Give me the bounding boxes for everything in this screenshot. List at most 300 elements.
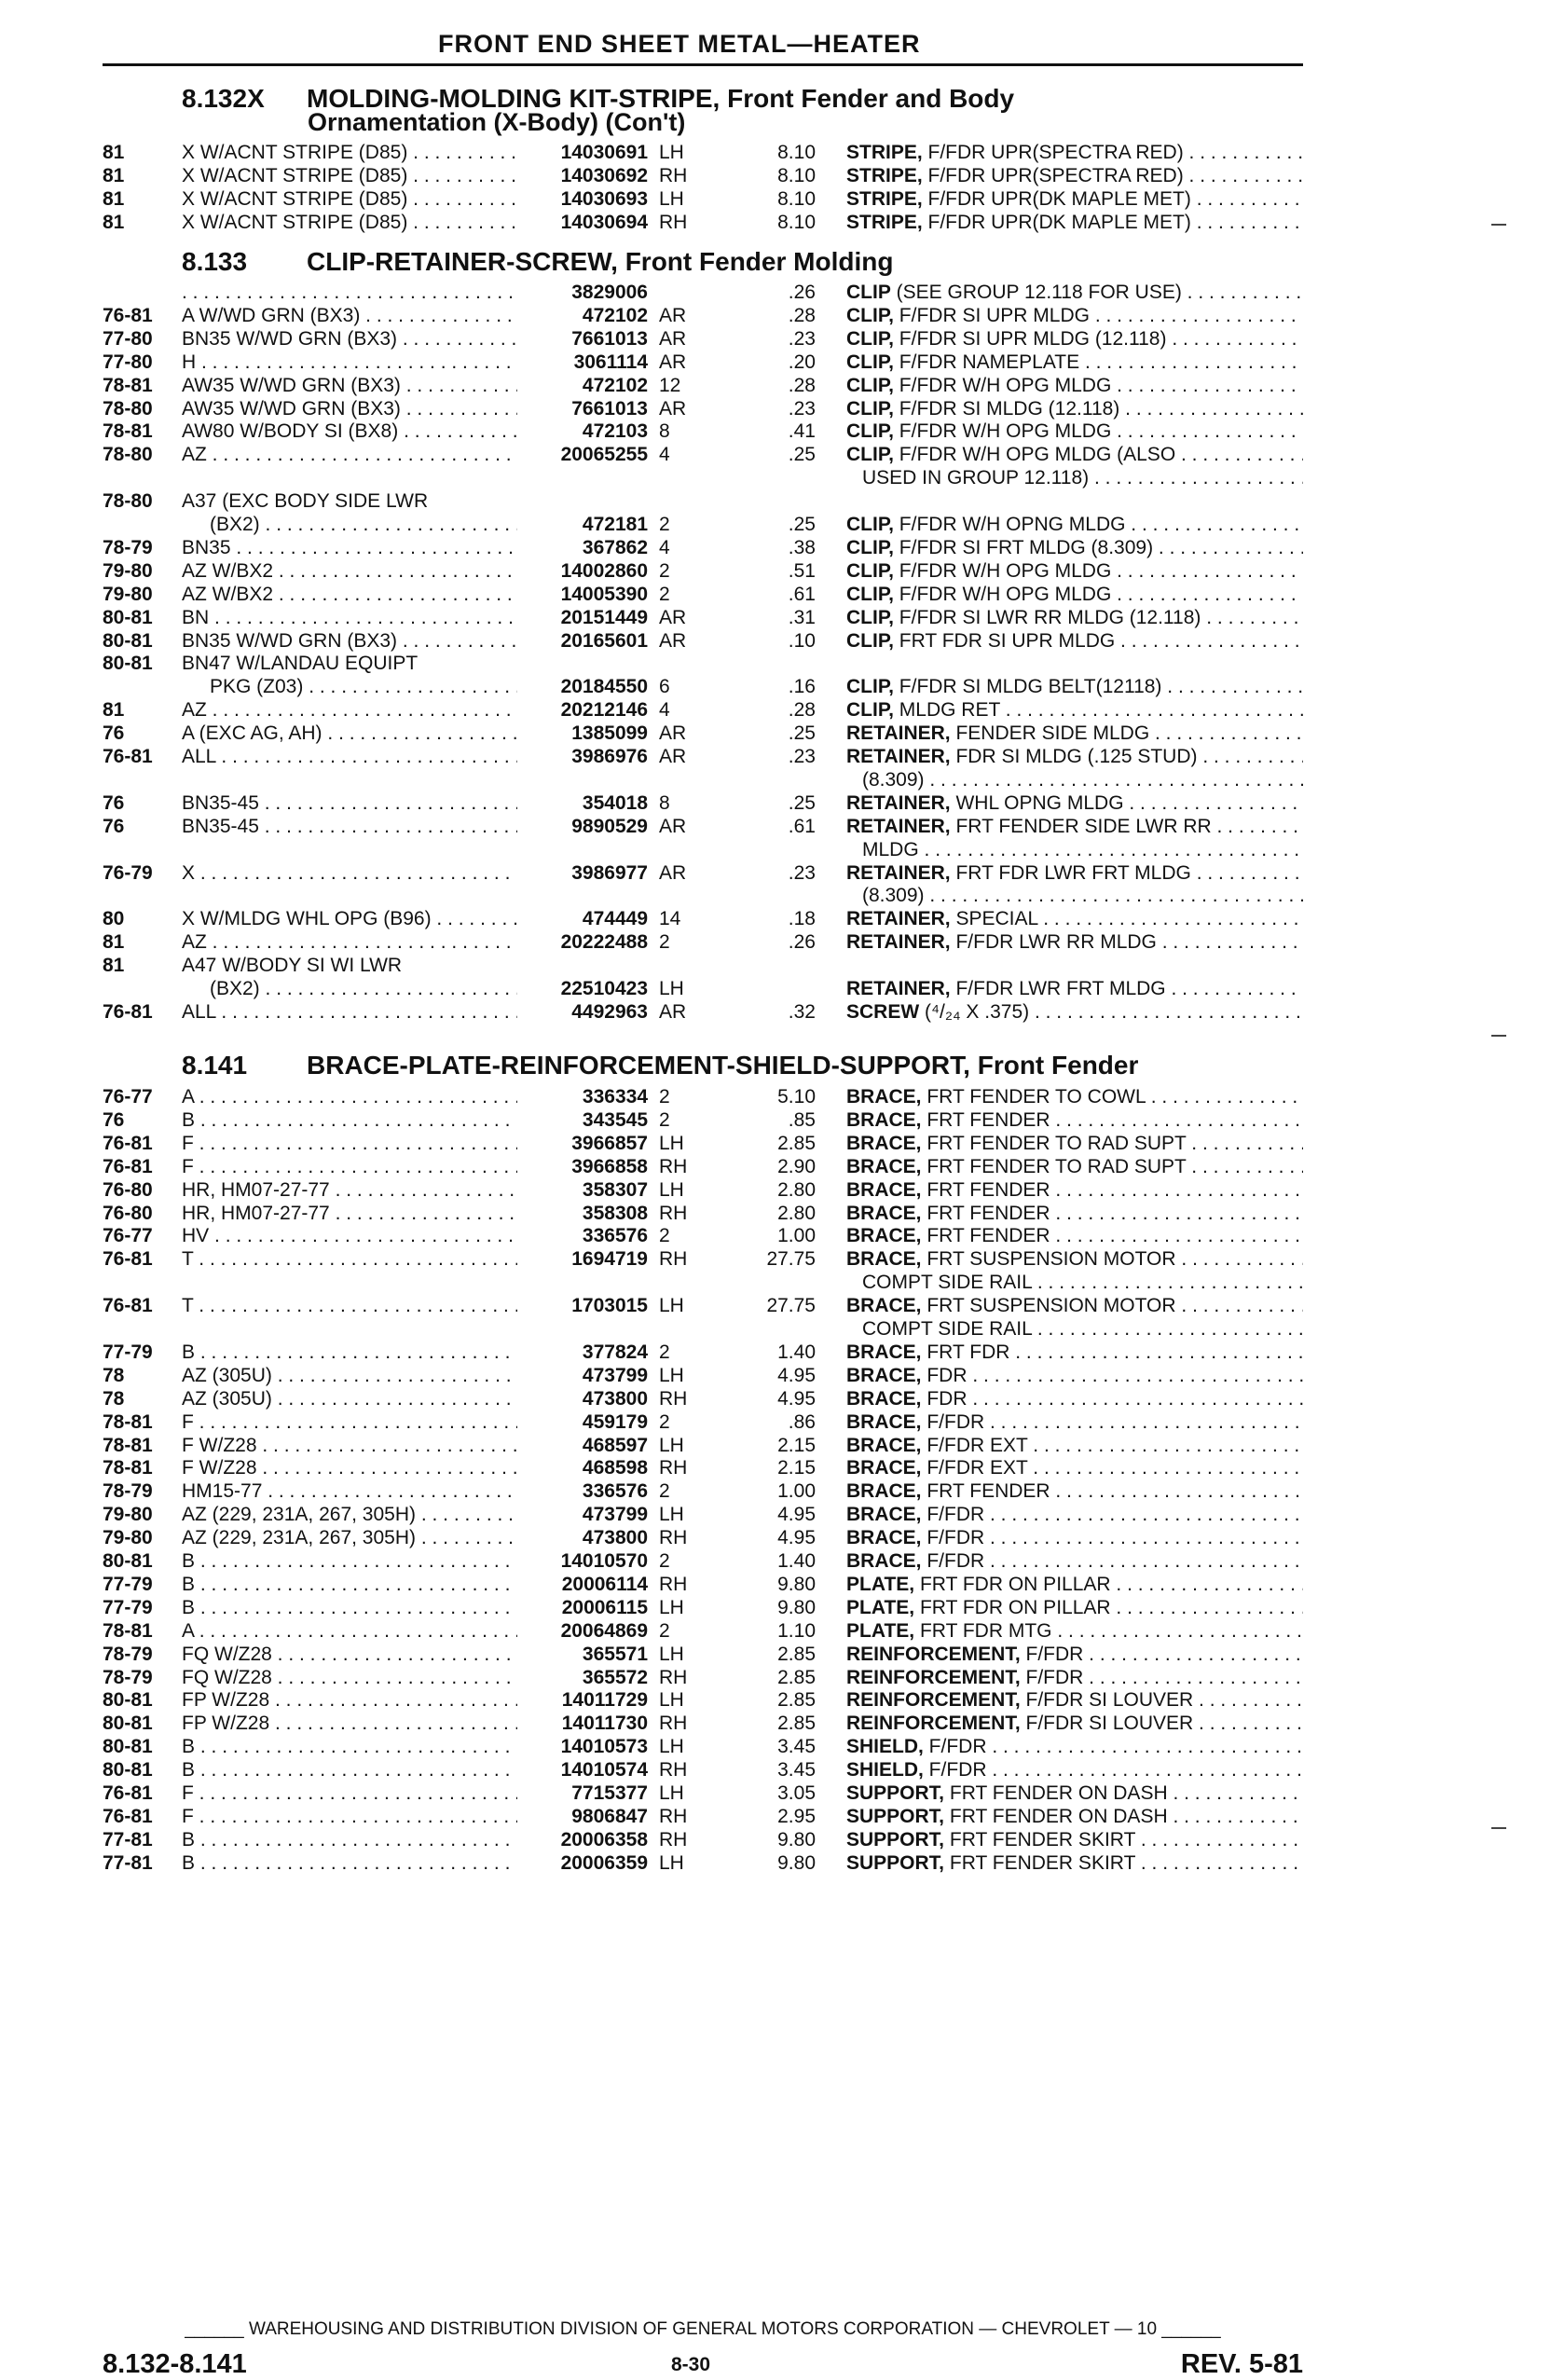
table-row	[0, 165, 1551, 188]
row-quantity: 2	[659, 1108, 670, 1131]
row-model: (BX2) . . .	[210, 978, 517, 1000]
table-row	[0, 444, 1551, 467]
row-description	[846, 584, 1303, 606]
row-part-number: 20222488	[517, 931, 648, 954]
row-year: 80-81	[103, 606, 153, 628]
row-year: 76	[103, 1108, 125, 1131]
row-price: 9.80	[777, 1828, 816, 1850]
row-year: 76-80	[103, 1202, 153, 1224]
row-model: F . . .	[182, 1782, 517, 1805]
row-description-text: F/FDR SI LWR RR MLDG (12.118)	[893, 606, 1201, 628]
row-description	[846, 142, 1303, 164]
row-part-number: 20006358	[517, 1829, 648, 1851]
table-row	[0, 398, 1551, 421]
row-price: 2.85	[777, 1132, 816, 1154]
row-quantity: RH	[659, 1202, 688, 1224]
table-row	[0, 1435, 1551, 1458]
row-quantity: 2	[659, 1550, 670, 1572]
row-quantity: LH	[659, 1504, 684, 1526]
row-model: F W/Z28 . . .	[182, 1435, 517, 1457]
section-title: CLIP-RETAINER-SCREW, Front Fender Molding	[307, 247, 894, 276]
row-model: AZ (305U) . . .	[182, 1388, 517, 1410]
row-part-number: 472102	[517, 305, 648, 327]
row-year: 81	[103, 187, 125, 210]
table-row	[0, 188, 1551, 212]
row-description-text: F/FDR	[923, 1736, 987, 1758]
row-price: 9.80	[777, 1573, 816, 1595]
row-year: 79-80	[103, 1527, 153, 1549]
row-description	[846, 1759, 1303, 1782]
row-description	[846, 1109, 1303, 1132]
row-description-text: FRT FENDER ON DASH	[944, 1805, 1168, 1827]
row-model: A . . .	[182, 1620, 517, 1643]
row-quantity: 8	[659, 420, 670, 443]
row-model: T . . .	[182, 1295, 517, 1317]
page-title: FRONT END SHEET METAL—HEATER	[438, 30, 921, 58]
row-model: HR, HM07-27-77 . . .	[182, 1203, 517, 1225]
row-model: B . . .	[182, 1109, 517, 1132]
row-price: 4.95	[777, 1527, 816, 1549]
row-year: 78-81	[103, 1457, 153, 1479]
table-row	[0, 1689, 1551, 1713]
row-quantity: 2	[659, 583, 670, 605]
row-price: 2.15	[777, 1434, 816, 1456]
row-description-text: F/FDR W/H OPNG MLDG	[893, 514, 1126, 535]
row-price: .25	[788, 514, 816, 535]
row-quantity: AR	[659, 1000, 687, 1023]
row-description	[846, 1597, 1303, 1619]
table-row	[0, 1156, 1551, 1179]
table-row	[0, 722, 1551, 746]
table-row	[0, 375, 1551, 398]
row-quantity: RH	[659, 211, 688, 233]
row-year: 78-79	[103, 1643, 153, 1665]
row-year: 81	[103, 955, 125, 977]
table-row	[0, 1620, 1551, 1644]
row-quantity: 2	[659, 1341, 670, 1363]
row-year: 81	[103, 699, 125, 722]
row-description	[846, 1736, 1303, 1758]
row-model: X W/ACNT STRIPE (D85) . . .	[182, 212, 517, 234]
row-year: 76	[103, 815, 125, 837]
row-model: B . . .	[182, 1736, 517, 1758]
row-description-keyword: RETAINER,	[846, 815, 951, 837]
row-description	[846, 328, 1303, 351]
row-price: .25	[788, 791, 816, 814]
table-row	[0, 1480, 1551, 1504]
row-year: 78-81	[103, 1410, 153, 1433]
table-row	[0, 1829, 1551, 1852]
row-price: .16	[788, 676, 816, 698]
row-description-text: FDR	[921, 1364, 968, 1386]
row-description: MLDG . . .	[862, 839, 1303, 861]
row-description-keyword: CLIP,	[846, 304, 894, 326]
row-description-keyword: CLIP,	[846, 583, 894, 605]
row-part-number: 20065255	[517, 444, 648, 466]
row-model: AZ . . .	[182, 444, 517, 466]
row-description-keyword: STRIPE,	[846, 142, 923, 163]
table-row	[0, 1248, 1551, 1272]
row-price: .25	[788, 722, 816, 745]
row-price: .85	[788, 1108, 816, 1131]
row-model: B . . .	[182, 1574, 517, 1596]
row-year: 77-81	[103, 1851, 153, 1874]
table-row	[0, 746, 1551, 769]
row-description	[846, 514, 1303, 536]
row-year: 76-81	[103, 1000, 153, 1023]
row-price: .61	[788, 583, 816, 605]
row-description-keyword: BRACE,	[846, 1086, 922, 1107]
row-part-number: 472181	[517, 514, 648, 536]
row-part-number: 14030693	[517, 188, 648, 211]
row-price: 2.85	[777, 1689, 816, 1712]
table-row	[0, 792, 1551, 816]
row-year: 80-81	[103, 653, 153, 675]
row-price: 3.45	[777, 1759, 816, 1782]
row-description-text: F/FDR NAMEPLATE	[893, 351, 1080, 373]
row-description-keyword: REINFORCEMENT,	[846, 1666, 1021, 1688]
row-description	[846, 1504, 1303, 1526]
row-description-text: F/FDR SI UPR MLDG (12.118)	[893, 327, 1167, 350]
row-price: 2.85	[777, 1713, 816, 1735]
row-description	[846, 1527, 1303, 1549]
row-year: 76-81	[103, 1805, 153, 1827]
row-description	[846, 1156, 1303, 1178]
row-year: 78-81	[103, 1619, 153, 1642]
row-description-text: F/FDR UPR(SPECTRA RED)	[922, 164, 1184, 186]
row-year: 76	[103, 722, 125, 745]
table-row	[0, 1644, 1551, 1667]
footer-page-number: 8-30	[671, 2354, 711, 2375]
row-description	[846, 862, 1303, 885]
row-year: 80-81	[103, 1689, 153, 1712]
row-description	[846, 1001, 1303, 1024]
row-part-number: 473800	[517, 1388, 648, 1410]
table-row	[0, 1713, 1551, 1736]
row-price: .28	[788, 374, 816, 396]
table-row	[0, 584, 1551, 607]
row-description	[846, 351, 1303, 374]
row-part-number: 20064869	[517, 1620, 648, 1643]
table-row	[0, 955, 1551, 978]
row-model: T . . .	[182, 1248, 517, 1271]
row-year: 78-81	[103, 374, 153, 396]
row-price: .26	[788, 931, 816, 954]
table-row	[0, 1109, 1551, 1133]
table-row	[0, 630, 1551, 653]
row-description	[846, 1086, 1303, 1108]
row-price: .20	[788, 351, 816, 373]
row-quantity: 4	[659, 699, 670, 722]
row-quantity: 12	[659, 374, 681, 396]
table-row	[0, 839, 1551, 862]
row-model: BN . . .	[182, 607, 517, 629]
row-price: 2.80	[777, 1202, 816, 1224]
row-price: 3.45	[777, 1736, 816, 1758]
row-year: 78-81	[103, 1434, 153, 1456]
row-description-text: FRT SUSPENSION MOTOR	[921, 1248, 1176, 1271]
row-price: 27.75	[766, 1295, 816, 1317]
row-description-keyword: CLIP,	[846, 351, 894, 373]
row-description	[846, 699, 1303, 722]
row-model: AZ W/BX2 . . .	[182, 560, 517, 583]
row-quantity: RH	[659, 164, 688, 186]
row-description-text: F/FDR W/H OPG MLDG	[893, 420, 1112, 443]
row-description-keyword: BRACE,	[846, 1341, 922, 1363]
row-model: BN35 . . .	[182, 537, 517, 559]
footer-revision: REV. 5-81	[1180, 2349, 1303, 2379]
row-description-text: FRT FENDER SKIRT	[944, 1828, 1136, 1850]
row-quantity: 4	[659, 536, 670, 558]
row-description-text: FRT FENDER	[921, 1108, 1050, 1131]
row-part-number: 3986977	[517, 862, 648, 885]
row-part-number: 358307	[517, 1179, 648, 1202]
row-model: F W/Z28 . . .	[182, 1457, 517, 1479]
row-year: 76-81	[103, 1155, 153, 1177]
row-year: 78	[103, 1364, 125, 1386]
row-model: A (EXC AG, AH) . . .	[182, 722, 517, 745]
row-model: BN35 W/WD GRN (BX3) . . .	[182, 630, 517, 653]
row-price: 1.40	[777, 1550, 816, 1572]
row-year: 79-80	[103, 559, 153, 582]
row-description-keyword: RETAINER,	[846, 908, 951, 930]
row-description-keyword: STRIPE,	[846, 211, 923, 233]
row-description	[846, 537, 1303, 559]
row-description-keyword: BRACE,	[846, 1202, 922, 1224]
row-description	[846, 1620, 1303, 1643]
table-row	[0, 1852, 1551, 1876]
row-description-text: F/FDR UPR(DK MAPLE MET)	[922, 211, 1191, 233]
row-year: 79-80	[103, 583, 153, 605]
row-description-text: MLDG RET	[893, 699, 1000, 722]
row-description-keyword: SUPPORT,	[846, 1782, 945, 1804]
row-part-number: 365571	[517, 1644, 648, 1666]
row-part-number: 20184550	[517, 676, 648, 698]
row-description-keyword: CLIP,	[846, 536, 894, 558]
row-year: 77-79	[103, 1573, 153, 1595]
row-year: 81	[103, 164, 125, 186]
row-quantity: AR	[659, 746, 687, 767]
row-year: 78-80	[103, 397, 153, 420]
row-description	[846, 444, 1303, 466]
row-year: 76-77	[103, 1086, 153, 1107]
row-model: FQ W/Z28 . . .	[182, 1667, 517, 1689]
row-model: AZ (229, 231A, 267, 305H) . . .	[182, 1527, 517, 1549]
row-description-text: F/FDR SI UPR MLDG	[893, 304, 1090, 326]
row-description-keyword: SUPPORT,	[846, 1851, 945, 1874]
row-description	[846, 1457, 1303, 1479]
row-description-keyword: BRACE,	[846, 1480, 922, 1503]
footer-division-line: ______ WAREHOUSING AND DISTRIBUTION DIVISION OF GENERAL MOTORS CORPORATION — CHEVROLET — 10 ______	[185, 2319, 1221, 2339]
row-price: 8.10	[777, 187, 816, 210]
row-description-keyword: BRACE,	[846, 1155, 922, 1177]
row-description: (8.309) . . .	[862, 769, 1303, 791]
row-description	[846, 676, 1303, 698]
row-part-number: 367862	[517, 537, 648, 559]
row-description-text: F/FDR SI LOUVER	[1020, 1713, 1194, 1735]
row-description-keyword: BRACE,	[846, 1225, 922, 1247]
row-description-text: F/FDR	[1020, 1643, 1084, 1665]
header-rule	[103, 63, 1303, 66]
row-part-number: 343545	[517, 1109, 648, 1132]
row-description-text: (⁴/₂₄ X .375)	[919, 1000, 1030, 1023]
row-description-keyword: CLIP,	[846, 514, 894, 535]
table-row	[0, 1179, 1551, 1203]
row-part-number: 14010570	[517, 1550, 648, 1573]
row-description-text: FRT FDR ON PILLAR	[914, 1573, 1111, 1595]
row-year: 78	[103, 1387, 125, 1410]
row-part-number: 3829006	[517, 282, 648, 304]
row-description: COMPT SIDE RAIL . . .	[862, 1318, 1303, 1341]
row-year: 79-80	[103, 1504, 153, 1526]
row-year: 80-81	[103, 1550, 153, 1572]
row-description-keyword: CLIP	[846, 282, 891, 303]
row-description-text: (SEE GROUP 12.118 FOR USE)	[890, 282, 1182, 303]
row-description-keyword: REINFORCEMENT,	[846, 1643, 1021, 1665]
row-description-keyword: CLIP,	[846, 629, 894, 652]
table-row	[0, 1133, 1551, 1156]
section-8-132x-subtitle: Ornamentation (X-Body) (Con't)	[308, 108, 686, 136]
row-description-text: F/FDR	[921, 1504, 985, 1526]
row-description-text: F/FDR EXT	[921, 1457, 1028, 1479]
row-price: 8.10	[777, 142, 816, 163]
table-row	[0, 908, 1551, 931]
row-price: 4.95	[777, 1364, 816, 1386]
row-model: AZ W/BX2 . . .	[182, 584, 517, 606]
row-description-text: F/FDR W/H OPG MLDG	[893, 374, 1112, 396]
table-row	[0, 1203, 1551, 1226]
row-description	[846, 931, 1303, 954]
row-quantity: LH	[659, 142, 684, 163]
table-row	[0, 560, 1551, 584]
row-part-number: 14010573	[517, 1736, 648, 1758]
row-price: 8.10	[777, 211, 816, 233]
row-part-number: 358308	[517, 1203, 648, 1225]
row-model: A W/WD GRN (BX3) . . .	[182, 305, 517, 327]
row-part-number: 14030692	[517, 165, 648, 187]
row-description-keyword: STRIPE,	[846, 164, 923, 186]
row-description	[846, 1829, 1303, 1851]
row-year: 76-79	[103, 861, 153, 884]
table-row	[0, 1295, 1551, 1318]
row-description	[846, 1435, 1303, 1457]
row-description-keyword: BRACE,	[846, 1364, 922, 1386]
row-model: B . . .	[182, 1829, 517, 1851]
row-price: .23	[788, 397, 816, 420]
row-quantity: 2	[659, 1480, 670, 1503]
row-model: PKG (Z03) . . .	[210, 676, 517, 698]
table-row	[0, 676, 1551, 699]
page-header	[0, 30, 1551, 67]
row-part-number: 14005390	[517, 584, 648, 606]
row-quantity: 2	[659, 1086, 670, 1107]
row-part-number: 9806847	[517, 1806, 648, 1828]
table-row	[0, 142, 1551, 165]
table-row	[0, 514, 1551, 537]
row-description-text: F/FDR SI MLDG (12.118)	[893, 397, 1120, 420]
row-description	[846, 630, 1303, 653]
row-description-keyword: PLATE,	[846, 1596, 915, 1618]
row-quantity: AR	[659, 722, 687, 745]
row-year: 77-80	[103, 327, 153, 350]
row-description-text: FRT FENDER TO RAD SUPT	[921, 1132, 1187, 1154]
row-year: 78-79	[103, 1480, 153, 1503]
row-model: HM15-77 . . .	[182, 1480, 517, 1503]
row-year: 76-81	[103, 1782, 153, 1804]
row-description-text: F/FDR LWR FRT MLDG	[950, 978, 1166, 999]
row-description	[846, 1248, 1303, 1271]
row-model: FQ W/Z28 . . .	[182, 1644, 517, 1666]
row-part-number: 3966858	[517, 1156, 648, 1178]
row-quantity: RH	[659, 1387, 688, 1410]
section-number: 8.132X	[182, 84, 265, 113]
row-quantity: LH	[659, 187, 684, 210]
row-part-number: 473799	[517, 1365, 648, 1387]
table-row	[0, 467, 1551, 490]
row-quantity: 8	[659, 791, 670, 814]
row-price: .51	[788, 559, 816, 582]
row-price: .26	[788, 282, 816, 303]
row-quantity: RH	[659, 1573, 688, 1595]
row-year: 76-81	[103, 1132, 153, 1154]
row-part-number: 22510423	[517, 978, 648, 1000]
row-description-keyword: CLIP,	[846, 444, 894, 466]
row-model: (BX2) . . .	[210, 514, 517, 536]
row-part-number: 459179	[517, 1411, 648, 1434]
row-quantity: AR	[659, 351, 687, 373]
table-row	[0, 212, 1551, 235]
row-description-text: F/FDR	[923, 1759, 987, 1782]
row-part-number: 20006114	[517, 1574, 648, 1596]
row-model: X . . .	[182, 862, 517, 885]
row-description-text: FRT FENDER ON DASH	[944, 1782, 1168, 1804]
row-description-text: F/FDR SI MLDG BELT(12118)	[893, 676, 1162, 698]
row-description	[846, 1295, 1303, 1317]
row-description-keyword: BRACE,	[846, 1108, 922, 1131]
row-model: BN35 W/WD GRN (BX3) . . .	[182, 328, 517, 351]
row-description-keyword: CLIP,	[846, 699, 894, 722]
row-description-keyword: RETAINER,	[846, 978, 951, 999]
row-model: A47 W/BODY SI WI LWR	[182, 955, 403, 977]
row-price: 9.80	[777, 1851, 816, 1874]
row-description-text: F/FDR EXT	[921, 1434, 1028, 1456]
row-description	[846, 1133, 1303, 1155]
row-quantity: RH	[659, 1828, 688, 1850]
table-row	[0, 1574, 1551, 1597]
row-quantity: 2	[659, 514, 670, 535]
row-description	[846, 746, 1303, 768]
row-quantity: LH	[659, 1643, 684, 1665]
table-row	[0, 1086, 1551, 1109]
row-year: 81	[103, 931, 125, 954]
row-model: ALL . . .	[182, 1001, 517, 1024]
row-part-number: 14030694	[517, 212, 648, 234]
row-description	[846, 305, 1303, 327]
row-quantity: RH	[659, 1759, 688, 1782]
row-description-keyword: CLIP,	[846, 374, 894, 396]
row-description-text: F/FDR W/H OPG MLDG	[893, 583, 1112, 605]
row-description-keyword: PLATE,	[846, 1573, 915, 1595]
row-price: .86	[788, 1410, 816, 1433]
row-description-keyword: RETAINER,	[846, 722, 951, 745]
row-quantity: LH	[659, 978, 684, 999]
row-part-number: 20212146	[517, 699, 648, 722]
row-model: F . . .	[182, 1411, 517, 1434]
row-description-keyword: SUPPORT,	[846, 1828, 945, 1850]
row-description-keyword: CLIP,	[846, 559, 894, 582]
row-part-number: 336576	[517, 1480, 648, 1503]
table-row	[0, 328, 1551, 351]
